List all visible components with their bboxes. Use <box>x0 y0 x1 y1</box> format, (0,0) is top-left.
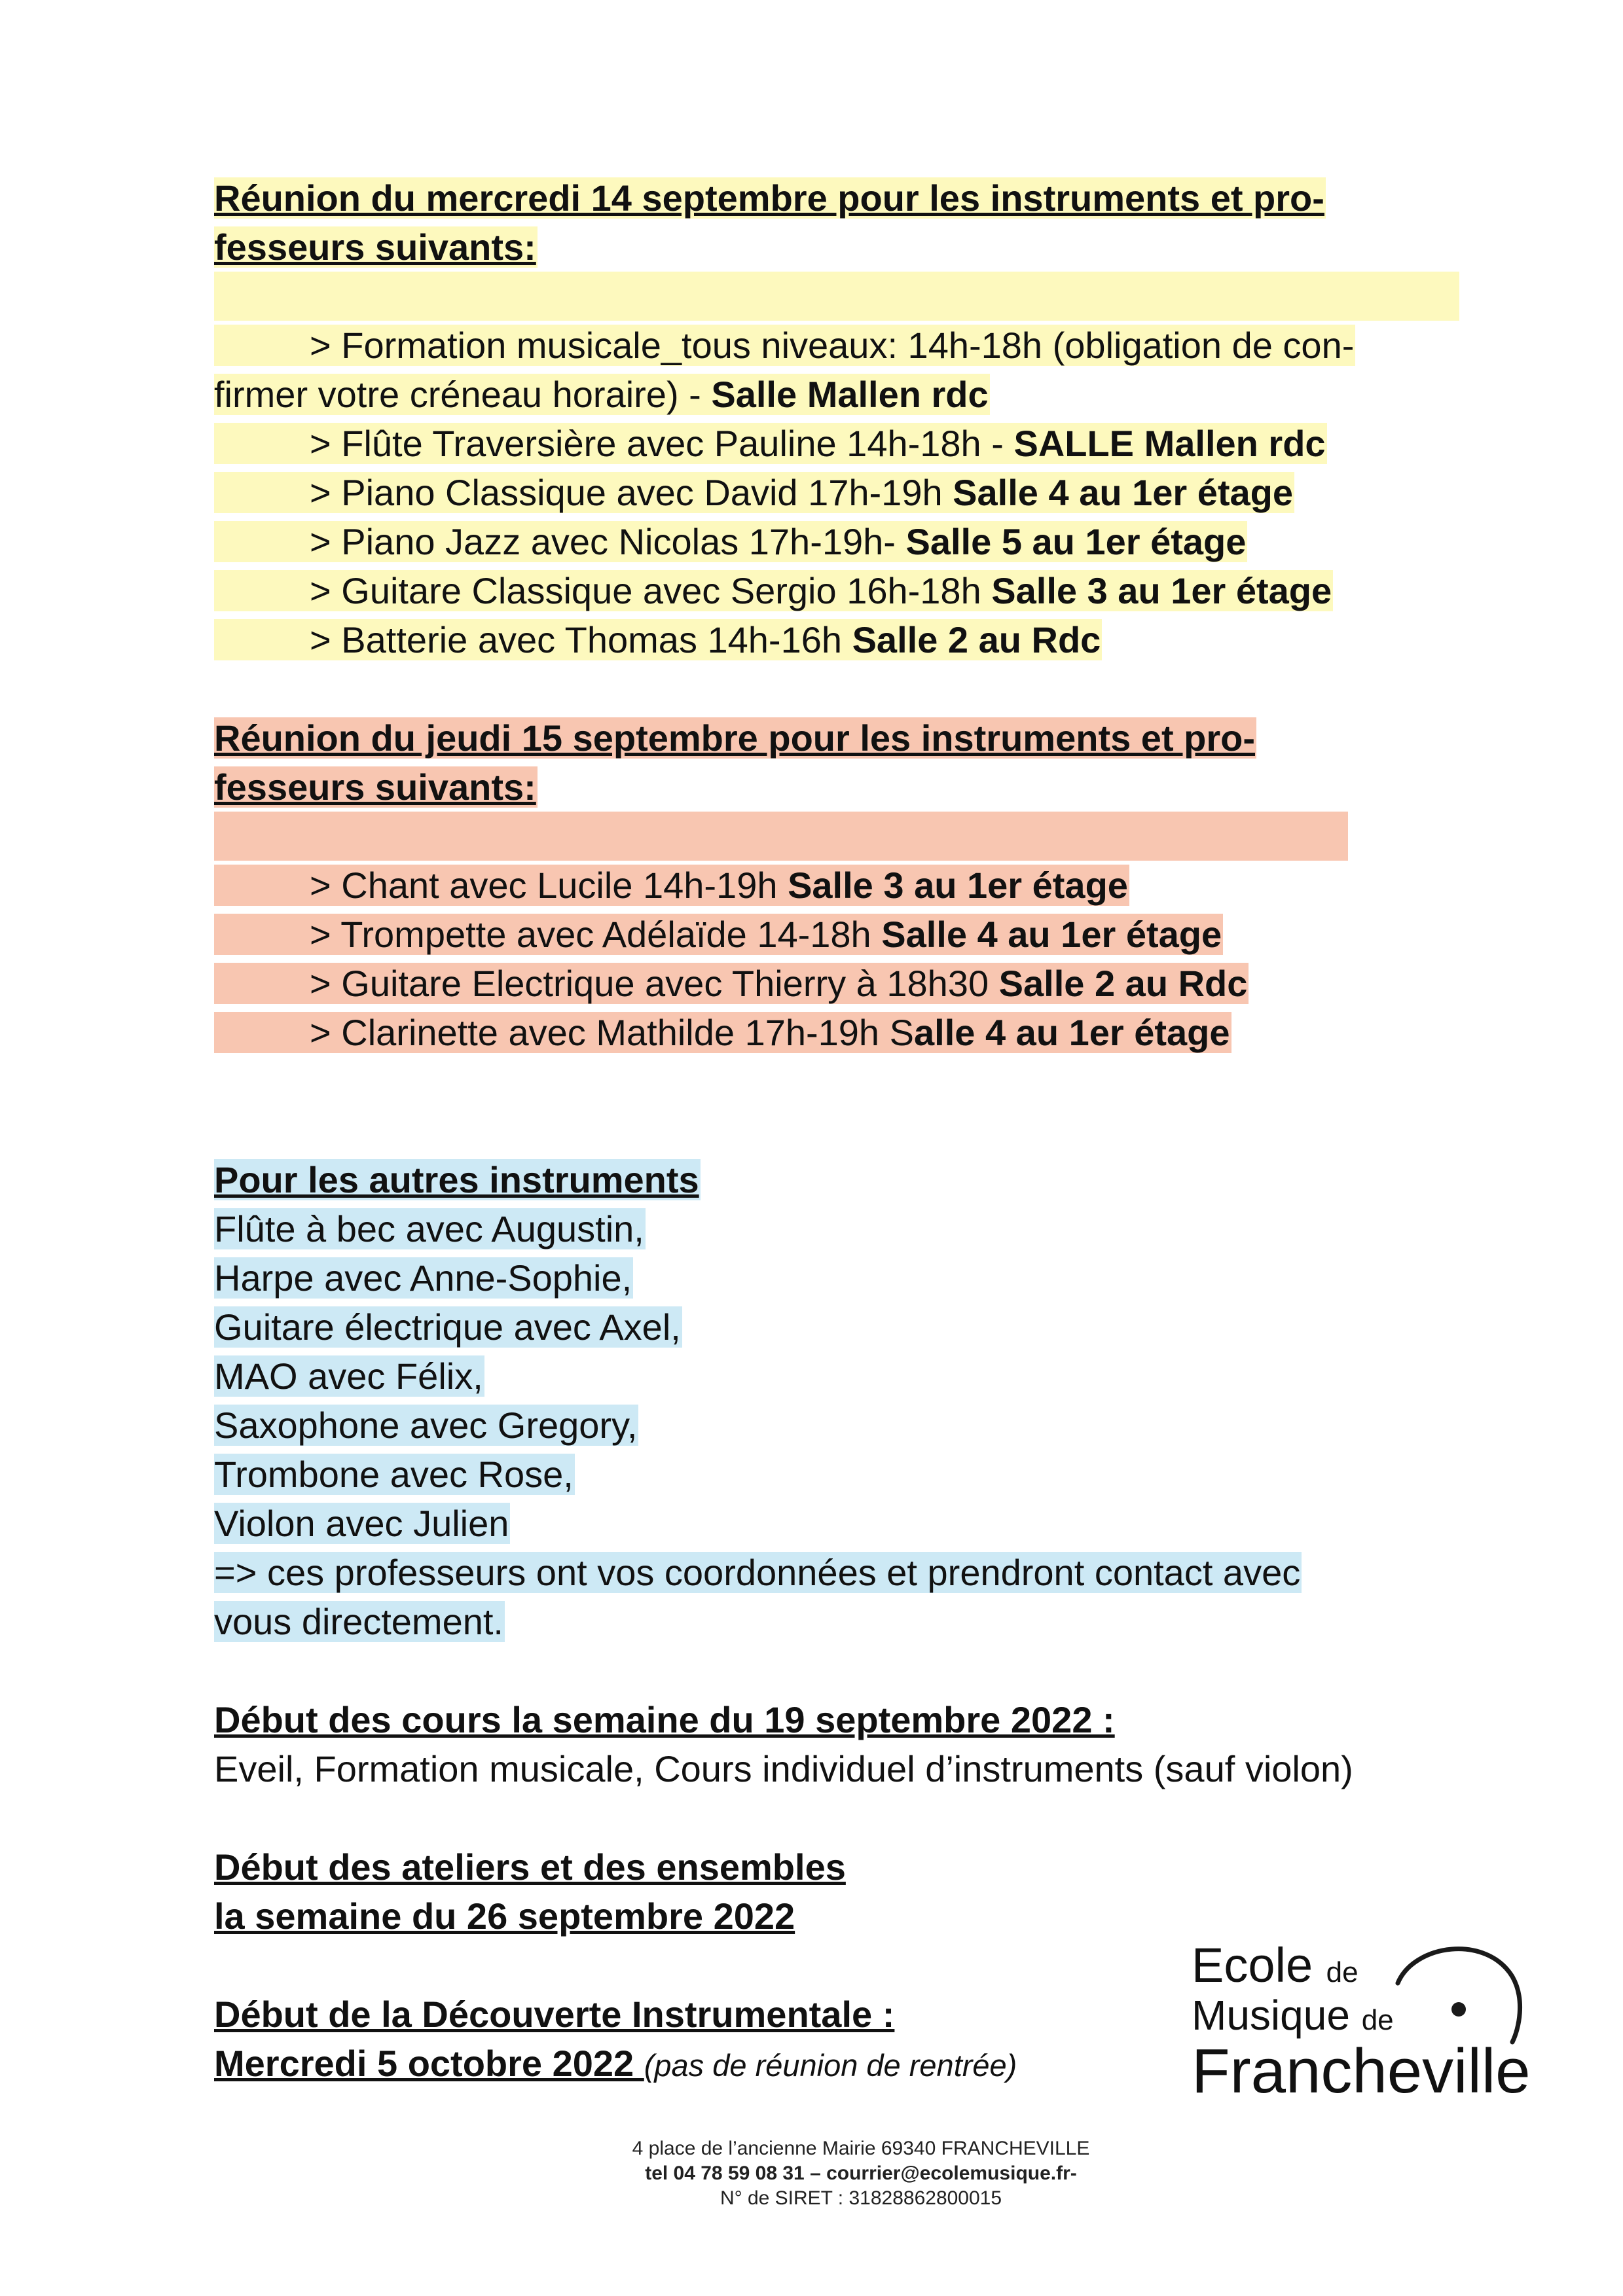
list-item: firmer votre créneau horaire) - Salle Mallen rdc <box>214 374 989 415</box>
list-item: > Trompette avec Adélaïde 14-18h Salle 4 au 1er étage <box>214 914 1223 955</box>
footer <box>458 2136 1264 2211</box>
section-other-heading: Pour les autres instruments <box>214 1159 699 1200</box>
section-wednesday-heading: Réunion du mercredi 14 septembre pour les instruments et pro- <box>214 177 1324 219</box>
section-thursday-heading: Réunion du jeudi 15 septembre pour les instruments et pro- <box>214 717 1256 759</box>
list-item: > Batterie avec Thomas 14h-16h Salle 2 au Rdc <box>214 619 1102 660</box>
section-thursday-heading-cont: fesseurs suivants: <box>214 766 536 808</box>
list-item: > Formation musicale_tous niveaux: 14h-18h (obligation de con- <box>214 325 1355 366</box>
list-item: > Flûte Traversière avec Pauline 14h-18h - SALLE Mallen rdc <box>214 423 1327 464</box>
list-item: > Piano Classique avec David 17h-19h Salle 4 au 1er étage <box>214 472 1294 513</box>
section-thursday <box>214 713 1530 1057</box>
decouverte-note: (pas de réunion de rentrée) <box>644 2048 1017 2083</box>
document-body <box>214 173 1530 2090</box>
section-wednesday <box>214 173 1530 664</box>
list-item: Saxophone avec Gregory, <box>214 1405 638 1446</box>
courses-text: Eveil, Formation musicale, Cours individuel d’instruments (sauf violon) <box>214 1748 1353 1789</box>
list-item: > Piano Jazz avec Nicolas 17h-19h- Salle 5 au 1er étage <box>214 521 1247 562</box>
courses-start <box>214 1695 1530 1793</box>
logo-line-francheville: Francheville <box>1192 2036 1531 2106</box>
school-logo <box>1192 1937 1532 2127</box>
ateliers-heading: Début des ateliers et des ensembles <box>214 1846 846 1888</box>
list-item: vous directement. <box>214 1601 503 1642</box>
list-item: Harpe avec Anne-Sophie, <box>214 1257 632 1299</box>
decouverte-heading: Début de la Découverte Instrumentale : <box>214 1994 895 2035</box>
list-item: Flûte à bec avec Augustin, <box>214 1208 644 1249</box>
list-item: MAO avec Félix, <box>214 1355 483 1397</box>
list-item: Trombone avec Rose, <box>214 1454 574 1495</box>
section-wednesday-heading-cont: fesseurs suivants: <box>214 226 536 268</box>
footer-contact: tel 04 78 59 08 31 – courrier@ecolemusique.fr- <box>645 2162 1077 2184</box>
logo-line-ecole: Ecole de <box>1192 1938 1359 1992</box>
ateliers-start <box>214 1842 1530 1941</box>
list-item: > Chant avec Lucile 14h-19h Salle 3 au 1er étage <box>214 865 1129 906</box>
list-item: => ces professeurs ont vos coordonnées et prendront contact avec <box>214 1552 1301 1593</box>
list-item: > Guitare Classique avec Sergio 16h-18h Salle 3 au 1er étage <box>214 570 1333 611</box>
footer-address: 4 place de l’ancienne Mairie 69340 FRANCHEVILLE <box>632 2138 1090 2159</box>
section-other-instruments <box>214 1155 1530 1646</box>
list-item: > Guitare Electrique avec Thierry à 18h30 Salle 2 au Rdc <box>214 963 1249 1004</box>
ateliers-heading-cont: la semaine du 26 septembre 2022 <box>214 1895 795 1937</box>
logo-line-musique: Musique de <box>1192 1992 1394 2039</box>
list-item: Guitare électrique avec Axel, <box>214 1306 681 1348</box>
footer-siret: N° de SIRET : 31828862800015 <box>720 2187 1002 2209</box>
half-note-icon <box>1388 1937 1532 2068</box>
list-item: > Clarinette avec Mathilde 17h-19h Salle 4 au 1er étage <box>214 1012 1231 1053</box>
decouverte-date: Mercredi 5 octobre 2022 <box>214 2043 644 2084</box>
list-item: Violon avec Julien <box>214 1503 509 1544</box>
courses-heading: Début des cours la semaine du 19 septembre 2022 : <box>214 1699 1115 1740</box>
